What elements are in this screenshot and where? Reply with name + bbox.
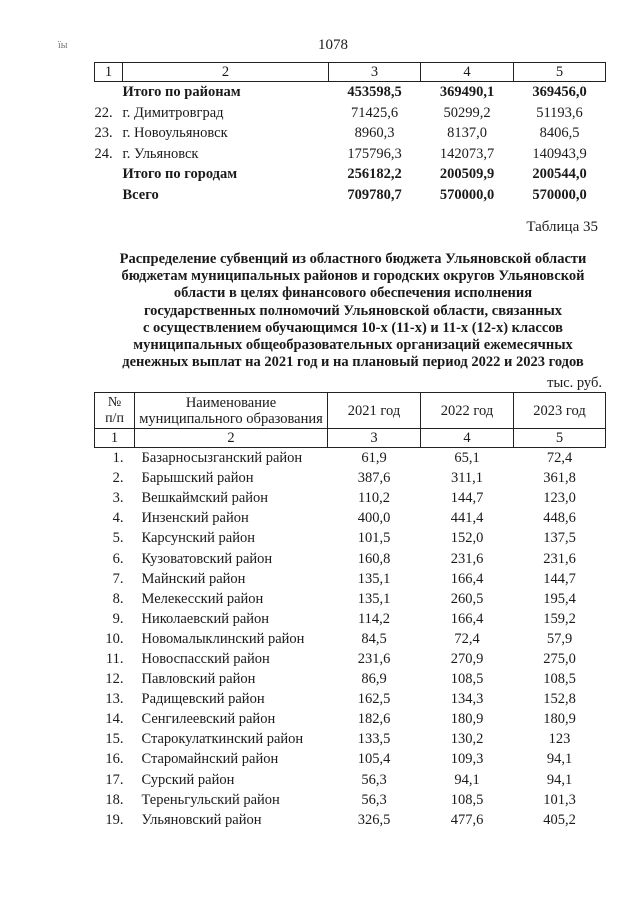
row-number: 4. [112,510,124,527]
table-row [95,729,606,749]
value-col-4: 200509,9 [439,166,495,183]
col-number-4: 4 [421,429,514,448]
value-2021: 162,5 [357,691,391,708]
value-2023: 123,0 [543,490,576,507]
row-name: Итого по городам [122,166,238,183]
title-line: Распределение субвенций из областного бюджета Ульяновской области [119,251,587,267]
value-2023: 72,4 [546,450,573,467]
row-number: 13. [105,691,124,708]
column-number-row [95,63,606,82]
col-number-1: 1 [95,429,135,448]
table-row [95,528,606,548]
district-name: Сурский район [141,771,235,788]
district-name: Павловский район [141,671,256,688]
value-2021: 135,1 [357,590,391,607]
row-name: г. Новоульяновск [122,125,228,142]
value-2021: 400,0 [357,510,391,527]
header-num-line1: № [107,394,122,410]
value-col-4: 142073,7 [439,145,495,162]
title-line: бюджетам муниципальных районов и городских округов Ульяновской [121,268,585,285]
table-row [95,488,606,508]
value-2023: 361,8 [543,470,576,487]
value-2021: 182,6 [357,711,391,728]
row-number: 9. [112,610,124,627]
value-col-3: 453598,5 [347,84,402,101]
district-name: Старомайнский район [141,751,279,768]
value-2021: 135,1 [357,570,391,587]
row-number: 6. [112,550,124,567]
continuation-table-body [95,82,606,206]
value-2021: 231,6 [357,650,391,667]
col-number-4: 4 [421,63,514,82]
table-row [95,123,606,144]
value-2023: 94,1 [546,771,573,788]
district-name: Кузоватовский район [141,550,273,567]
value-2022: 152,0 [450,530,484,547]
table-row [95,589,606,609]
value-2021: 110,2 [357,490,391,507]
value-2023: 159,2 [543,610,576,627]
row-number: 18. [105,791,124,808]
row-number: 17. [105,771,124,788]
row-name: Всего [122,186,159,203]
table-row [95,569,606,589]
col-number-3: 3 [328,429,421,448]
value-2023: 195,4 [543,590,576,607]
row-number: 22. [94,104,113,121]
value-col-5: 200544,0 [532,166,587,183]
row-number [95,82,123,103]
district-name: Николаевский район [141,610,270,627]
row-number: 16. [105,751,124,768]
row-number: 19. [105,811,124,828]
value-2022: 130,2 [450,731,484,748]
row-number: 5. [112,530,124,547]
value-col-4: 50299,2 [443,104,491,121]
row-number: 11. [105,650,124,667]
table-row [95,468,606,488]
table-row [95,770,606,790]
table-row [95,629,606,649]
row-number: 14. [105,711,124,728]
value-col-3: 256182,2 [347,166,402,183]
subvention-table [94,392,606,830]
value-col-5: 570000,0 [532,186,587,203]
value-2021: 160,8 [357,550,391,567]
value-2022: 311,1 [450,470,484,487]
header-name [135,393,328,429]
header-year-2022: 2022 год [421,393,514,429]
value-2021: 133,5 [357,731,391,748]
header-name-line1: Наименование [185,394,277,411]
col-number-3: 3 [329,63,421,82]
title-line: муниципальных общеобразовательных организаций ежемесячных [133,337,573,354]
table-row [95,144,606,165]
value-col-3: 709780,7 [347,186,402,203]
corner-mark: їы [58,40,68,51]
table-row [95,185,606,206]
continuation-table [94,62,606,205]
value-2022: 108,5 [450,791,484,808]
table-row [95,749,606,769]
table-row [95,810,606,830]
title-line: области в целях финансового обеспечения исполнения [173,285,533,302]
value-2021: 61,9 [361,450,387,467]
district-name: Тереньгульский район [141,791,280,808]
value-2021: 387,6 [357,470,391,487]
header-num-line2: п/п [105,410,124,426]
value-2023: 57,9 [546,630,573,647]
value-2022: 477,6 [450,811,484,828]
table-row [95,448,606,469]
header-year-2021: 2021 год [328,393,421,429]
header-name-line2: муниципального образования [139,410,323,427]
value-2022: 166,4 [450,610,484,627]
col-number-5: 5 [514,429,606,448]
value-2023: 405,2 [543,811,576,828]
value-col-4: 369490,1 [439,84,495,101]
value-2023: 152,8 [543,691,576,708]
value-col-5: 140943,9 [532,145,587,162]
col-number-2: 2 [123,63,329,82]
district-name: Инзенский район [141,510,249,527]
value-2021: 105,4 [357,751,391,768]
row-number: 2. [112,470,124,487]
district-name: Майнский район [141,570,246,587]
value-2023: 108,5 [543,671,576,688]
row-name: г. Димитровград [122,104,224,121]
value-2022: 144,7 [450,490,484,507]
table-title [96,251,610,371]
district-name: Карсунский район [141,530,256,547]
district-name: Новоспасский район [141,650,270,667]
value-2023: 448,6 [543,510,576,527]
value-2023: 231,6 [543,550,576,567]
row-number: 12. [105,671,124,688]
value-2022: 72,4 [454,630,480,647]
title-line: государственных полномочий Ульяновской области, связанных [143,302,563,319]
row-number: 8. [112,590,124,607]
value-2023: 275,0 [543,650,576,667]
header-year-2023: 2023 год [514,393,606,429]
col-number-1: 1 [95,63,123,82]
district-name: Вешкаймский район [141,490,269,507]
value-2021: 326,5 [357,811,391,828]
value-2021: 86,9 [361,671,387,688]
value-2022: 260,5 [450,590,484,607]
district-name: Барышский район [141,470,254,487]
row-number [95,185,123,206]
subvention-table-body [95,448,606,830]
table-label: Таблица 35 [526,219,598,235]
row-number: 23. [94,125,113,142]
col-number-2: 2 [135,429,328,448]
value-2022: 134,3 [450,691,484,708]
table-row [95,82,606,103]
value-2022: 270,9 [450,650,484,667]
district-name: Базарносызганский район [141,450,303,467]
value-col-4: 8137,0 [447,125,487,142]
units-label: тыс. руб. [547,375,602,391]
district-name: Новомалыклинский район [141,630,305,647]
district-name: Радищевский район [141,691,265,708]
district-name: Ульяновский район [141,811,262,828]
table-row [95,508,606,528]
value-2023: 123 [548,731,571,748]
value-2022: 65,1 [454,450,480,467]
row-number: 10. [105,630,124,647]
value-2022: 441,4 [450,510,484,527]
table-row [95,669,606,689]
table-row [95,790,606,810]
value-2023: 94,1 [546,751,573,768]
value-2023: 137,5 [543,530,576,547]
value-col-5: 369456,0 [532,84,587,101]
district-name: Сенгилеевский район [141,711,276,728]
value-2021: 56,3 [361,771,387,788]
value-2021: 114,2 [357,610,391,627]
row-number [95,164,123,185]
value-2023: 144,7 [543,570,576,587]
page-number: 1078 [318,37,348,53]
row-number: 15. [105,731,124,748]
value-2022: 180,9 [450,711,484,728]
table-row [95,164,606,185]
table-row [95,609,606,629]
table-row [95,689,606,709]
value-2022: 94,1 [454,771,480,788]
value-2022: 231,6 [450,550,484,567]
column-number-row [95,429,606,448]
value-2022: 108,5 [450,671,484,688]
table-header-row [95,393,606,429]
district-name: Мелекесский район [141,590,264,607]
row-number: 1. [112,450,124,467]
value-2023: 180,9 [543,711,576,728]
title-line: с осуществлением обучающимся 10-х (11-х) и 11-х (12-х) классов [143,319,563,336]
table-row [95,649,606,669]
value-2021: 101,5 [357,530,391,547]
row-number: 7. [112,570,124,587]
value-col-4: 570000,0 [439,186,495,203]
value-2022: 109,3 [450,751,484,768]
district-name: Старокулаткинский район [141,731,304,748]
value-col-5: 51193,6 [536,104,583,121]
value-col-5: 8406,5 [539,125,580,142]
row-name: г. Ульяновск [122,145,199,162]
title-line: денежных выплат на 2021 год и на плановый период 2022 и 2023 годов [122,354,584,371]
value-col-3: 8960,3 [354,125,395,142]
value-col-3: 71425,6 [350,104,399,121]
value-2023: 101,3 [543,791,576,808]
value-col-3: 175796,3 [347,145,402,162]
table-row [95,709,606,729]
header-num [95,393,135,429]
col-number-5: 5 [514,63,606,82]
row-number: 24. [94,145,113,162]
table-row [95,103,606,124]
row-name: Итого по районам [122,84,241,101]
table-row [95,548,606,568]
row-number: 3. [112,490,124,507]
value-2022: 166,4 [450,570,484,587]
value-2021: 56,3 [361,791,387,808]
value-2021: 84,5 [361,630,387,647]
